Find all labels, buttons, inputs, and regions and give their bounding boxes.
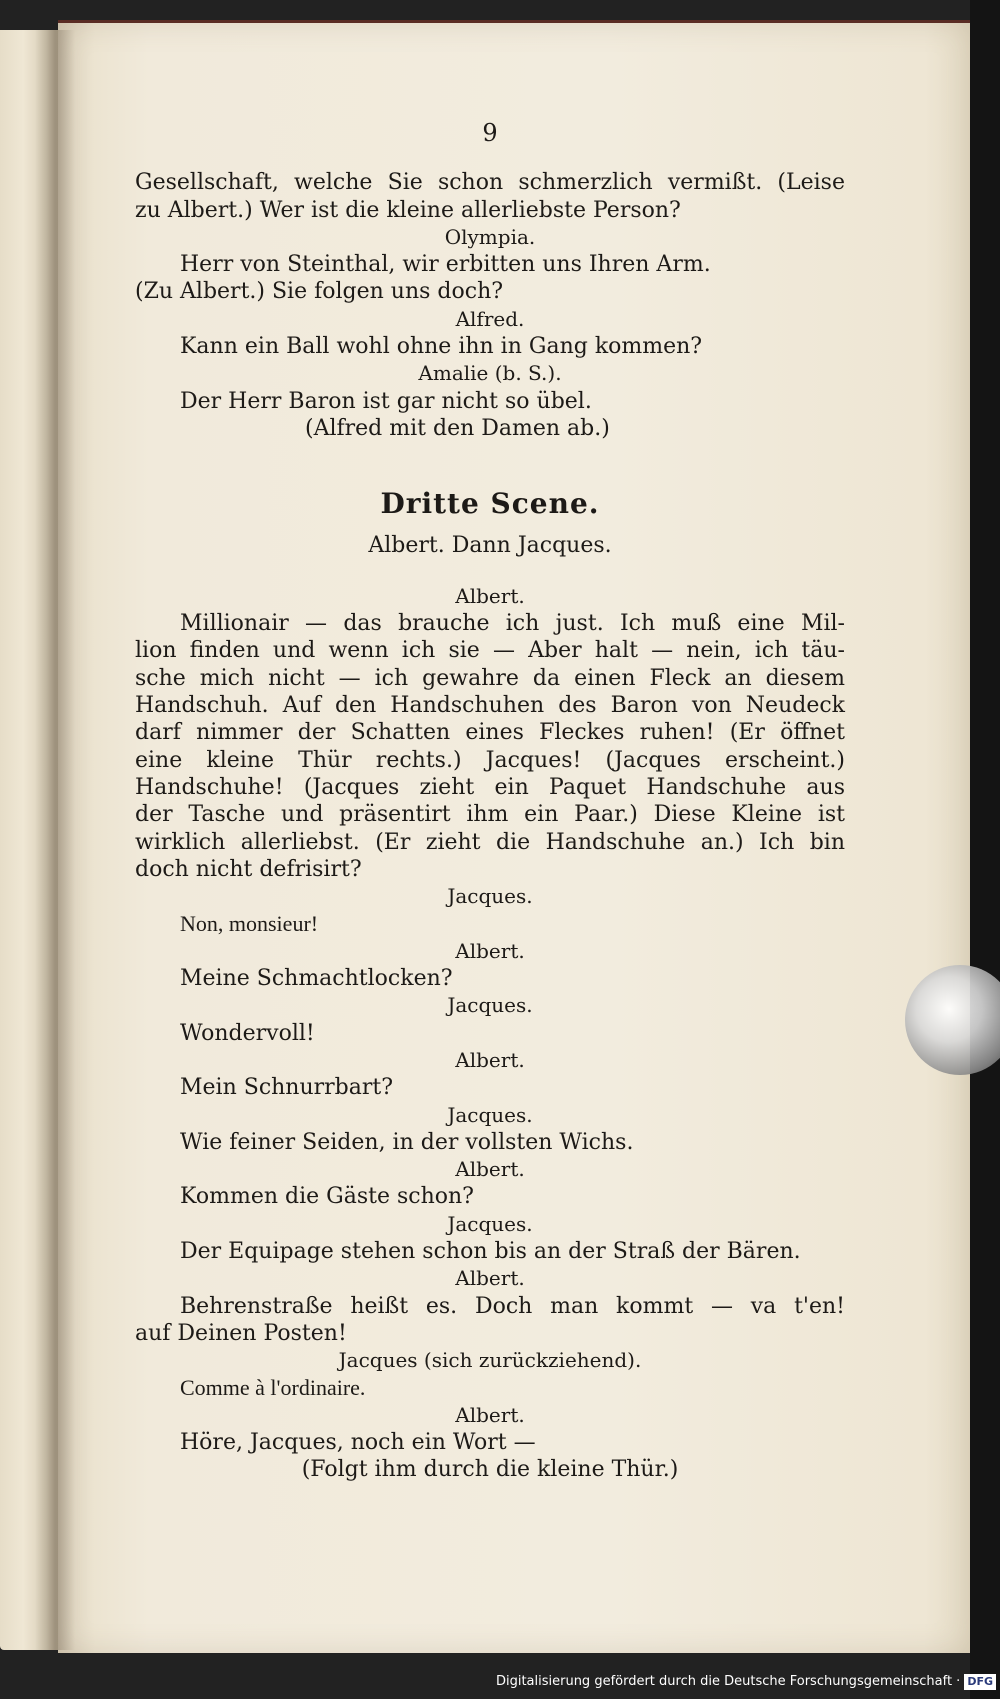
text-line: lion finden und wenn ich sie — Aber halt — nein, ich täu- bbox=[135, 638, 845, 664]
page-text bbox=[135, 120, 845, 1484]
text-line: sche mich nicht — ich gewahre da einen Fleck an diesem bbox=[135, 665, 845, 691]
dialogue-line: Meine Schmachtlocken? bbox=[180, 966, 453, 992]
dialogue-line: Wie feiner Seiden, in der vollsten Wichs. bbox=[180, 1129, 634, 1155]
speaker-name: Albert. bbox=[455, 583, 525, 608]
text-line: Millionair — das brauche ich just. Ich muß eine Mil- bbox=[180, 611, 845, 637]
text-line: Gesellschaft, welche Sie schon schmerzlich vermißt. (Leise bbox=[135, 170, 845, 196]
speaker-name: Albert. bbox=[455, 1157, 525, 1182]
text-line: doch nicht defrisirt? bbox=[135, 856, 362, 882]
speaker-name: Jacques. bbox=[447, 1102, 533, 1127]
speaker-name: Jacques. bbox=[447, 1211, 533, 1236]
speaker-name: Olympia. bbox=[444, 224, 536, 249]
dialogue-line: Der Equipage stehen schon bis an der Straß der Bären. bbox=[180, 1238, 801, 1264]
dialogue-line: Mein Schnurrbart? bbox=[180, 1075, 394, 1101]
digitization-footer bbox=[0, 1671, 1000, 1693]
text-line: (Zu Albert.) Sie folgen uns doch? bbox=[135, 279, 504, 305]
text-line: Handschuh. Auf den Handschuhen des Baron von Neudeck bbox=[135, 693, 845, 719]
dialogue-line: Wondervoll! bbox=[180, 1020, 315, 1046]
speaker-name: Amalie (b. S.). bbox=[418, 361, 562, 386]
text-line: zu Albert.) Wer ist die kleine allerliebste Person? bbox=[135, 197, 681, 223]
right-background-edge bbox=[970, 0, 1000, 1699]
stage-direction: (Folgt ihm durch die kleine Thür.) bbox=[301, 1457, 679, 1483]
scene-persons: Albert. Dann Jacques. bbox=[368, 532, 612, 558]
text-line: darf nimmer der Schatten eines Fleckes ruhen! (Er öffnet bbox=[135, 720, 845, 746]
page-number: 9 bbox=[482, 119, 498, 147]
speaker-name: Albert. bbox=[455, 938, 525, 963]
dialogue-line: Höre, Jacques, noch ein Wort — bbox=[180, 1430, 536, 1456]
text-line: Herr von Steinthal, wir erbitten uns Ihren Arm. bbox=[180, 252, 711, 278]
speaker-name: Albert. bbox=[455, 1266, 525, 1291]
dialogue-line: Behrenstraße heißt es. Doch man kommt — va t'en! bbox=[180, 1293, 845, 1319]
text-line: der Tasche und präsentirt ihm ein Paar.) Diese Kleine ist bbox=[135, 802, 845, 828]
dialogue-line: Kommen die Gäste schon? bbox=[180, 1184, 474, 1210]
text-line: wirklich allerliebst. (Er zieht die Handschuhe an.) Ich bin bbox=[135, 829, 845, 855]
speaker-name: Albert. bbox=[455, 1402, 525, 1427]
gutter-shadow bbox=[35, 30, 75, 1650]
text-line: Kann ein Ball wohl ohne ihn in Gang kommen? bbox=[180, 334, 703, 360]
dialogue-line: auf Deinen Posten! bbox=[135, 1320, 347, 1346]
dialogue-line: Comme à l'ordinaire. bbox=[180, 1375, 366, 1401]
speaker-name: Jacques. bbox=[447, 993, 533, 1018]
speaker-name: Jacques. bbox=[447, 884, 533, 909]
speaker-name: Jacques (sich zurückziehend). bbox=[338, 1348, 642, 1373]
text-line: eine kleine Thür rechts.) Jacques! (Jacques erscheint.) bbox=[135, 747, 845, 773]
text-line: Handschuhe! (Jacques zieht ein Paquet Handschuhe aus bbox=[135, 774, 845, 800]
scene-title: Dritte Scene. bbox=[380, 487, 600, 521]
footer-credit: Digitalisierung gefördert durch die Deutsche Forschungsgemeinschaft · bbox=[495, 1674, 961, 1689]
dialogue-line: Non, monsieur! bbox=[180, 911, 319, 937]
stage-direction: (Alfred mit den Damen ab.) bbox=[305, 415, 610, 441]
dfg-logo-icon: DFG bbox=[964, 1674, 996, 1690]
speaker-name: Albert. bbox=[455, 1047, 525, 1072]
text-line: Der Herr Baron ist gar nicht so übel. bbox=[180, 388, 592, 414]
speaker-name: Alfred. bbox=[455, 306, 525, 331]
